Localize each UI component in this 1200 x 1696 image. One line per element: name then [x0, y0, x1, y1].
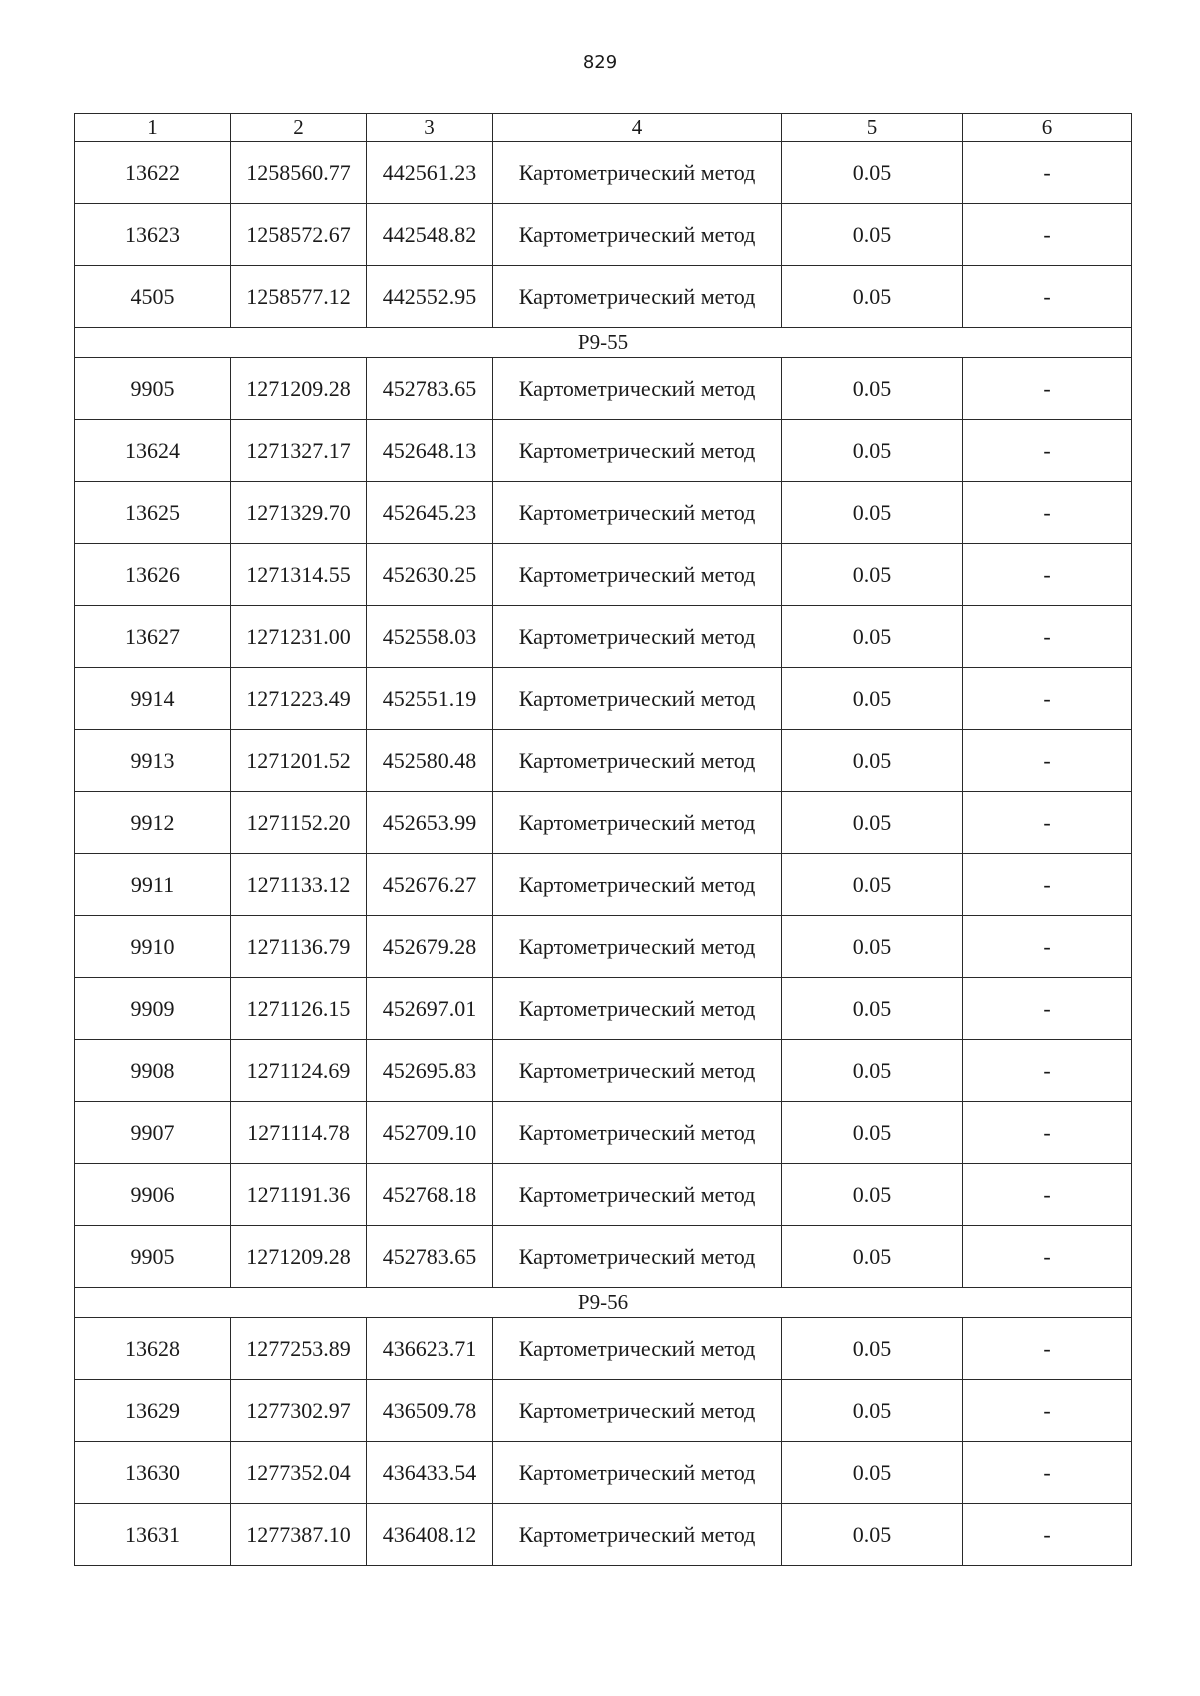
table-row [75, 1380, 1132, 1442]
note-cell: - [963, 482, 1132, 544]
y-coordinate-cell: 452558.03 [367, 606, 493, 668]
note-cell: - [963, 1318, 1132, 1380]
table-row [75, 482, 1132, 544]
x-coordinate-cell: 1277302.97 [231, 1380, 367, 1442]
table-row [75, 854, 1132, 916]
x-coordinate-cell: 1258577.12 [231, 266, 367, 328]
table-row [75, 204, 1132, 266]
accuracy-cell: 0.05 [782, 266, 963, 328]
note-cell: - [963, 1504, 1132, 1566]
method-cell: Картометрический метод [493, 730, 782, 792]
point-number-cell: 9912 [75, 792, 231, 854]
note-cell: - [963, 204, 1132, 266]
y-coordinate-cell: 452551.19 [367, 668, 493, 730]
table-row [75, 420, 1132, 482]
note-cell: - [963, 1164, 1132, 1226]
y-coordinate-cell: 442552.95 [367, 266, 493, 328]
method-cell: Картометрический метод [493, 854, 782, 916]
y-coordinate-cell: 452695.83 [367, 1040, 493, 1102]
column-header: 1 [75, 114, 231, 142]
method-cell: Картометрический метод [493, 544, 782, 606]
note-cell: - [963, 916, 1132, 978]
note-cell: - [963, 1380, 1132, 1442]
point-number-cell: 9913 [75, 730, 231, 792]
y-coordinate-cell: 436433.54 [367, 1442, 493, 1504]
x-coordinate-cell: 1258572.67 [231, 204, 367, 266]
table-row [75, 544, 1132, 606]
x-coordinate-cell: 1271152.20 [231, 792, 367, 854]
table-row [75, 1040, 1132, 1102]
accuracy-cell: 0.05 [782, 668, 963, 730]
point-number-cell: 13622 [75, 142, 231, 204]
coordinates-table [74, 113, 1132, 1566]
x-coordinate-cell: 1271223.49 [231, 668, 367, 730]
y-coordinate-cell: 452768.18 [367, 1164, 493, 1226]
accuracy-cell: 0.05 [782, 358, 963, 420]
y-coordinate-cell: 436509.78 [367, 1380, 493, 1442]
y-coordinate-cell: 452648.13 [367, 420, 493, 482]
x-coordinate-cell: 1271126.15 [231, 978, 367, 1040]
point-number-cell: 9910 [75, 916, 231, 978]
y-coordinate-cell: 452783.65 [367, 1226, 493, 1288]
table-row [75, 1164, 1132, 1226]
table-row [75, 978, 1132, 1040]
note-cell: - [963, 668, 1132, 730]
accuracy-cell: 0.05 [782, 1226, 963, 1288]
point-number-cell: 13629 [75, 1380, 231, 1442]
table-row [75, 916, 1132, 978]
point-number-cell: 9907 [75, 1102, 231, 1164]
point-number-cell: 13624 [75, 420, 231, 482]
accuracy-cell: 0.05 [782, 916, 963, 978]
method-cell: Картометрический метод [493, 1226, 782, 1288]
column-header: 6 [963, 114, 1132, 142]
accuracy-cell: 0.05 [782, 1442, 963, 1504]
method-cell: Картометрический метод [493, 204, 782, 266]
x-coordinate-cell: 1271209.28 [231, 358, 367, 420]
accuracy-cell: 0.05 [782, 1504, 963, 1566]
note-cell: - [963, 978, 1132, 1040]
point-number-cell: 9905 [75, 1226, 231, 1288]
y-coordinate-cell: 452697.01 [367, 978, 493, 1040]
x-coordinate-cell: 1271133.12 [231, 854, 367, 916]
method-cell: Картометрический метод [493, 420, 782, 482]
x-coordinate-cell: 1277253.89 [231, 1318, 367, 1380]
table-row [75, 1226, 1132, 1288]
column-header: 4 [493, 114, 782, 142]
note-cell: - [963, 1226, 1132, 1288]
accuracy-cell: 0.05 [782, 1040, 963, 1102]
page-number: 829 [582, 52, 618, 73]
accuracy-cell: 0.05 [782, 1318, 963, 1380]
method-cell: Картометрический метод [493, 1504, 782, 1566]
table-row [75, 1442, 1132, 1504]
y-coordinate-cell: 452580.48 [367, 730, 493, 792]
accuracy-cell: 0.05 [782, 1164, 963, 1226]
method-cell: Картометрический метод [493, 482, 782, 544]
x-coordinate-cell: 1271191.36 [231, 1164, 367, 1226]
column-header: 3 [367, 114, 493, 142]
accuracy-cell: 0.05 [782, 854, 963, 916]
point-number-cell: 13627 [75, 606, 231, 668]
note-cell: - [963, 730, 1132, 792]
method-cell: Картометрический метод [493, 358, 782, 420]
note-cell: - [963, 544, 1132, 606]
table-row [75, 142, 1132, 204]
accuracy-cell: 0.05 [782, 978, 963, 1040]
table-row [75, 792, 1132, 854]
table-row [75, 606, 1132, 668]
point-number-cell: 9906 [75, 1164, 231, 1226]
point-number-cell: 9909 [75, 978, 231, 1040]
y-coordinate-cell: 442548.82 [367, 204, 493, 266]
method-cell: Картометрический метод [493, 606, 782, 668]
note-cell: - [963, 1102, 1132, 1164]
y-coordinate-cell: 436408.12 [367, 1504, 493, 1566]
method-cell: Картометрический метод [493, 668, 782, 730]
y-coordinate-cell: 452679.28 [367, 916, 493, 978]
accuracy-cell: 0.05 [782, 420, 963, 482]
x-coordinate-cell: 1271136.79 [231, 916, 367, 978]
method-cell: Картометрический метод [493, 1442, 782, 1504]
table-row [75, 668, 1132, 730]
point-number-cell: 13631 [75, 1504, 231, 1566]
x-coordinate-cell: 1258560.77 [231, 142, 367, 204]
accuracy-cell: 0.05 [782, 730, 963, 792]
note-cell: - [963, 854, 1132, 916]
x-coordinate-cell: 1271231.00 [231, 606, 367, 668]
column-header: 5 [782, 114, 963, 142]
note-cell: - [963, 1040, 1132, 1102]
method-cell: Картометрический метод [493, 266, 782, 328]
point-number-cell: 9908 [75, 1040, 231, 1102]
accuracy-cell: 0.05 [782, 792, 963, 854]
point-number-cell: 13626 [75, 544, 231, 606]
method-cell: Картометрический метод [493, 916, 782, 978]
table-body [75, 114, 1132, 1566]
note-cell: - [963, 606, 1132, 668]
accuracy-cell: 0.05 [782, 606, 963, 668]
accuracy-cell: 0.05 [782, 142, 963, 204]
note-cell: - [963, 358, 1132, 420]
method-cell: Картометрический метод [493, 142, 782, 204]
table-row [75, 358, 1132, 420]
x-coordinate-cell: 1271329.70 [231, 482, 367, 544]
column-header: 2 [231, 114, 367, 142]
x-coordinate-cell: 1271114.78 [231, 1102, 367, 1164]
point-number-cell: 4505 [75, 266, 231, 328]
section-label: Р9-56 [75, 1288, 1132, 1318]
x-coordinate-cell: 1271124.69 [231, 1040, 367, 1102]
method-cell: Картометрический метод [493, 1040, 782, 1102]
y-coordinate-cell: 452645.23 [367, 482, 493, 544]
x-coordinate-cell: 1271201.52 [231, 730, 367, 792]
x-coordinate-cell: 1277387.10 [231, 1504, 367, 1566]
accuracy-cell: 0.05 [782, 544, 963, 606]
accuracy-cell: 0.05 [782, 1380, 963, 1442]
point-number-cell: 9914 [75, 668, 231, 730]
table-row [75, 266, 1132, 328]
y-coordinate-cell: 452676.27 [367, 854, 493, 916]
accuracy-cell: 0.05 [782, 482, 963, 544]
y-coordinate-cell: 452653.99 [367, 792, 493, 854]
table-row [75, 1318, 1132, 1380]
method-cell: Картометрический метод [493, 1102, 782, 1164]
note-cell: - [963, 266, 1132, 328]
method-cell: Картометрический метод [493, 1164, 782, 1226]
header-row [75, 114, 1132, 142]
method-cell: Картометрический метод [493, 1318, 782, 1380]
x-coordinate-cell: 1271209.28 [231, 1226, 367, 1288]
table-row [75, 730, 1132, 792]
point-number-cell: 13623 [75, 204, 231, 266]
method-cell: Картометрический метод [493, 792, 782, 854]
y-coordinate-cell: 442561.23 [367, 142, 493, 204]
note-cell: - [963, 142, 1132, 204]
method-cell: Картометрический метод [493, 1380, 782, 1442]
point-number-cell: 13625 [75, 482, 231, 544]
accuracy-cell: 0.05 [782, 204, 963, 266]
x-coordinate-cell: 1277352.04 [231, 1442, 367, 1504]
point-number-cell: 13630 [75, 1442, 231, 1504]
note-cell: - [963, 420, 1132, 482]
x-coordinate-cell: 1271314.55 [231, 544, 367, 606]
point-number-cell: 9911 [75, 854, 231, 916]
y-coordinate-cell: 452630.25 [367, 544, 493, 606]
method-cell: Картометрический метод [493, 978, 782, 1040]
accuracy-cell: 0.05 [782, 1102, 963, 1164]
section-label: Р9-55 [75, 328, 1132, 358]
point-number-cell: 13628 [75, 1318, 231, 1380]
y-coordinate-cell: 452709.10 [367, 1102, 493, 1164]
section-row [75, 1288, 1132, 1318]
note-cell: - [963, 1442, 1132, 1504]
table-row [75, 1102, 1132, 1164]
y-coordinate-cell: 436623.71 [367, 1318, 493, 1380]
y-coordinate-cell: 452783.65 [367, 358, 493, 420]
section-row [75, 328, 1132, 358]
point-number-cell: 9905 [75, 358, 231, 420]
x-coordinate-cell: 1271327.17 [231, 420, 367, 482]
table-row [75, 1504, 1132, 1566]
note-cell: - [963, 792, 1132, 854]
